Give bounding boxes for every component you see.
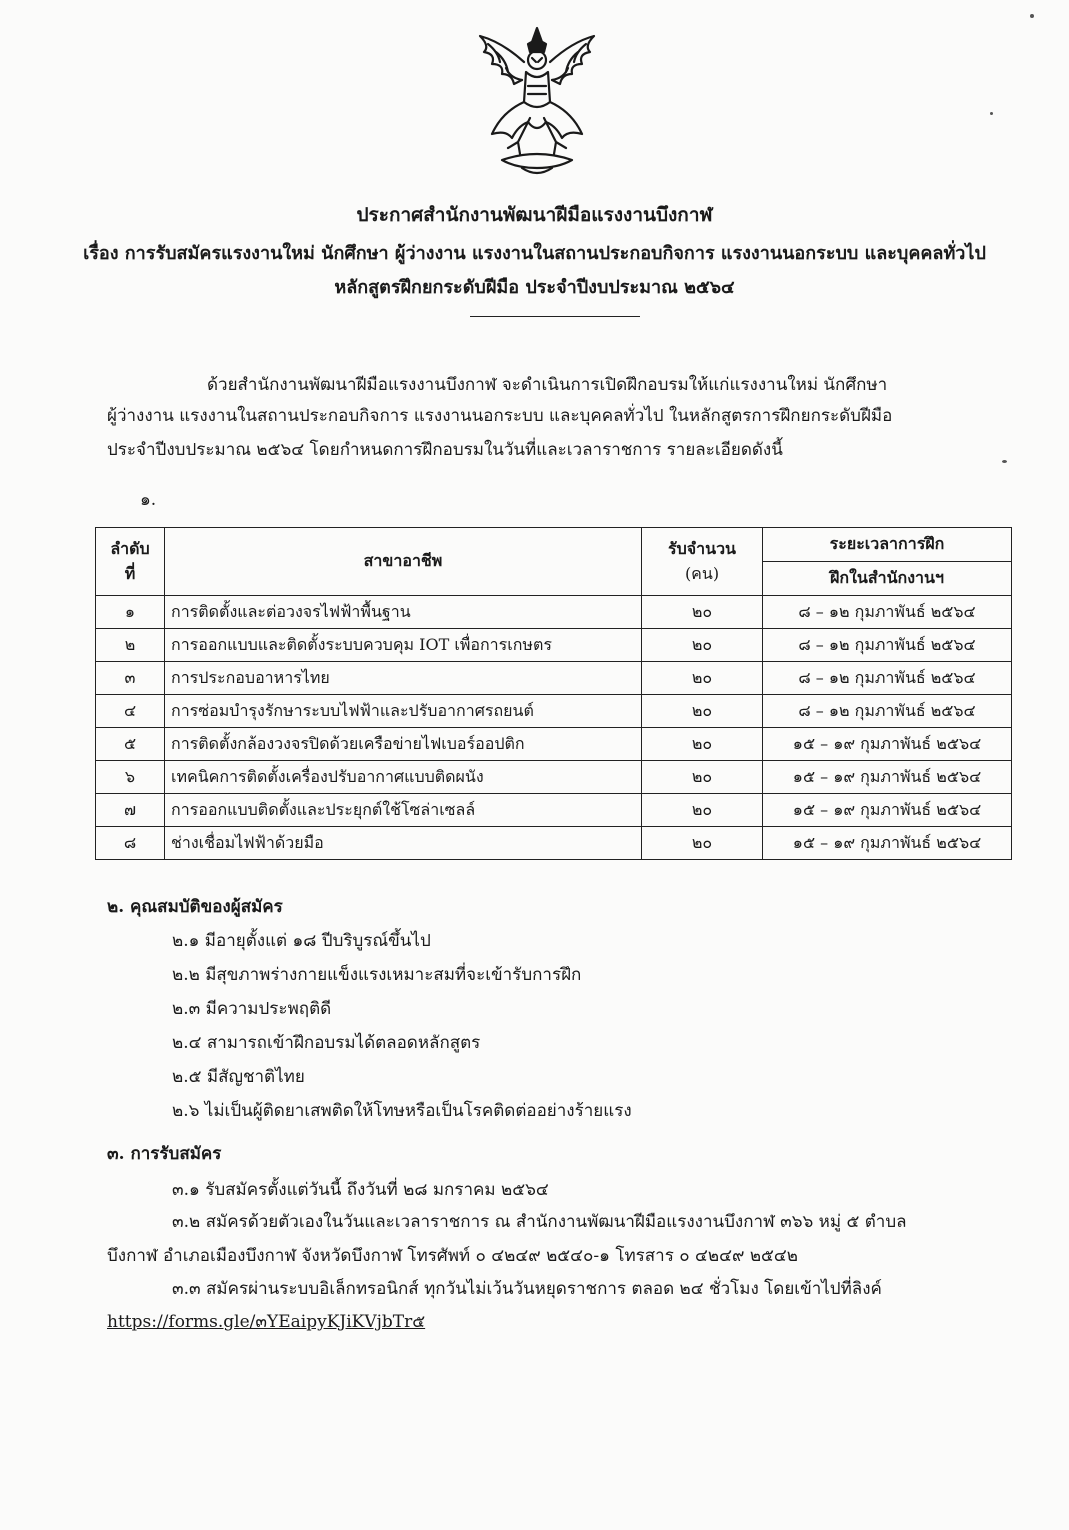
qualification-item: ๒.๖ ไม่เป็นผู้ติดยาเสพติดให้โทษหรือเป็นโรคติดต่ออย่างร้ายแรง <box>172 1101 632 1121</box>
row-number: ๒ <box>96 629 165 662</box>
scan-speck <box>1002 460 1007 463</box>
col-header-period-sub: ฝึกในสำนักงานฯ <box>763 562 1012 596</box>
qualification-item: ๒.๓ มีความประพฤติดี <box>172 999 332 1019</box>
course-period: ๘ – ๑๒ กุมภาพันธ์ ๒๕๖๔ <box>763 629 1012 662</box>
course-row <box>96 761 1012 794</box>
course-row <box>96 728 1012 761</box>
course-period: ๑๕ – ๑๙ กุมภาพันธ์ ๒๕๖๔ <box>763 827 1012 860</box>
garuda-emblem-icon <box>462 22 612 182</box>
course-capacity: ๒๐ <box>642 794 763 827</box>
course-capacity: ๒๐ <box>642 728 763 761</box>
announcement-subject: เรื่อง การรับสมัครแรงงานใหม่ นักศึกษา ผู้ว่างงาน แรงงานในสถานประกอบกิจการ แรงงานนอกระบบ และบุคคลทั่วไป <box>83 243 986 264</box>
course-name: การออกแบบและติดตั้งระบบควบคุม IOT เพื่อการเกษตร <box>165 629 642 662</box>
qualification-item: ๒.๔ สามารถเข้าฝึกอบรมได้ตลอดหลักสูตร <box>172 1033 481 1053</box>
intro-paragraph <box>107 368 1007 402</box>
row-number: ๖ <box>96 761 165 794</box>
course-period: ๘ – ๑๒ กุมภาพันธ์ ๒๕๖๔ <box>763 662 1012 695</box>
course-period: ๑๕ – ๑๙ กุมภาพันธ์ ๒๕๖๔ <box>763 794 1012 827</box>
course-name: การออกแบบติดตั้งและประยุกต์ใช้โซล่าเซลล์ <box>165 794 642 827</box>
row-number: ๔ <box>96 695 165 728</box>
title-divider <box>470 316 640 317</box>
application-item: ๓.๓ สมัครผ่านระบบอิเล็กทรอนิกส์ ทุกวันไม่เว้นวันหยุดราชการ ตลอด ๒๔ ชั่วโมง โดยเข้าไปที่ลิงค์ <box>172 1279 882 1299</box>
course-row <box>96 794 1012 827</box>
row-number: ๕ <box>96 728 165 761</box>
course-name: เทคนิคการติดตั้งเครื่องปรับอากาศแบบติดผนัง <box>165 761 642 794</box>
row-number: ๑ <box>96 596 165 629</box>
course-name: การซ่อมบำรุงรักษาระบบไฟฟ้าและปรับอากาศรถยนต์ <box>165 695 642 728</box>
course-capacity: ๒๐ <box>642 761 763 794</box>
row-number: ๗ <box>96 794 165 827</box>
scan-speck <box>990 112 993 115</box>
course-row <box>96 827 1012 860</box>
announcement-course-line: หลักสูตรฝึกยกระดับฝีมือ ประจำปีงบประมาณ ๒๕๖๔ <box>334 277 735 298</box>
col-header-period: ระยะเวลาการฝึก <box>763 528 1012 562</box>
qualification-item: ๒.๕ มีสัญชาติไทย <box>172 1067 305 1087</box>
section-1-number: ๑. <box>140 490 157 510</box>
intro-line: ด้วยสำนักงานพัฒนาฝีมือแรงงานบึงกาฬ จะดำเนินการเปิดฝึกอบรมให้แก่แรงงานใหม่ นักศึกษา <box>207 375 888 395</box>
course-row <box>96 695 1012 728</box>
row-number: ๓ <box>96 662 165 695</box>
course-period: ๑๕ – ๑๙ กุมภาพันธ์ ๒๕๖๔ <box>763 761 1012 794</box>
course-capacity: ๒๐ <box>642 695 763 728</box>
course-capacity: ๒๐ <box>642 827 763 860</box>
course-name: การติดตั้งกล้องวงจรปิดด้วยเครือข่ายไฟเบอร์ออปติก <box>165 728 642 761</box>
intro-line: ผู้ว่างงาน แรงงานในสถานประกอบกิจการ แรงงานนอกระบบ และบุคคลทั่วไป ในหลักสูตรการฝึกยกระดับฝีมือ <box>107 406 893 426</box>
col-header-capacity: รับจำนวน (คน) <box>642 528 763 596</box>
section-2-title: ๒. คุณสมบัติของผู้สมัคร <box>107 897 283 917</box>
application-item: ๓.๒ สมัครด้วยตัวเองในวันและเวลาราชการ ณ สำนักงานพัฒนาฝีมือแรงงานบึงกาฬ ๓๖๖ หมู่ ๕ ตำบล <box>172 1212 907 1232</box>
course-name: การติดตั้งและต่อวงจรไฟฟ้าพื้นฐาน <box>165 596 642 629</box>
col-header-no: ลำดับ ที่ <box>96 528 165 596</box>
application-item: ๓.๑ รับสมัครตั้งแต่วันนี้ ถึงวันที่ ๒๘ มกราคม ๒๕๖๔ <box>172 1180 549 1200</box>
row-number: ๘ <box>96 827 165 860</box>
course-period: ๘ – ๑๒ กุมภาพันธ์ ๒๕๖๔ <box>763 596 1012 629</box>
course-capacity: ๒๐ <box>642 596 763 629</box>
application-form-link[interactable]: https://forms.gle/๓YEaipyKJiKVjbTr๕ <box>107 1312 426 1332</box>
section-3-title: ๓. การรับสมัคร <box>107 1144 222 1164</box>
course-name: ช่างเชื่อมไฟฟ้าด้วยมือ <box>165 827 642 860</box>
announcement-title: ประกาศสำนักงานพัฒนาฝีมือแรงงานบึงกาฬ <box>356 204 713 226</box>
scan-speck <box>1030 14 1034 18</box>
course-row <box>96 662 1012 695</box>
course-period: ๑๕ – ๑๙ กุมภาพันธ์ ๒๕๖๔ <box>763 728 1012 761</box>
application-item-continued: บึงกาฬ อำเภอเมืองบึงกาฬ จังหวัดบึงกาฬ โทรศัพท์ ๐ ๔๒๔๙ ๒๕๔๐-๑ โทรสาร ๐ ๔๒๔๙ ๒๕๔๒ <box>107 1246 798 1266</box>
course-capacity: ๒๐ <box>642 629 763 662</box>
qualification-item: ๒.๒ มีสุขภาพร่างกายแข็งแรงเหมาะสมที่จะเข้ารับการฝึก <box>172 965 582 985</box>
intro-line: ประจำปีงบประมาณ ๒๕๖๔ โดยกำหนดการฝึกอบรมในวันที่และเวลาราชการ รายละเอียดดังนี้ <box>107 440 783 460</box>
course-row <box>96 596 1012 629</box>
qualification-item: ๒.๑ มีอายุตั้งแต่ ๑๘ ปีบริบูรณ์ขึ้นไป <box>172 931 431 951</box>
course-capacity: ๒๐ <box>642 662 763 695</box>
col-header-field: สาขาอาชีพ <box>165 528 642 596</box>
course-period: ๘ – ๑๒ กุมภาพันธ์ ๒๕๖๔ <box>763 695 1012 728</box>
course-name: การประกอบอาหารไทย <box>165 662 642 695</box>
course-table <box>95 527 1012 860</box>
course-row <box>96 629 1012 662</box>
